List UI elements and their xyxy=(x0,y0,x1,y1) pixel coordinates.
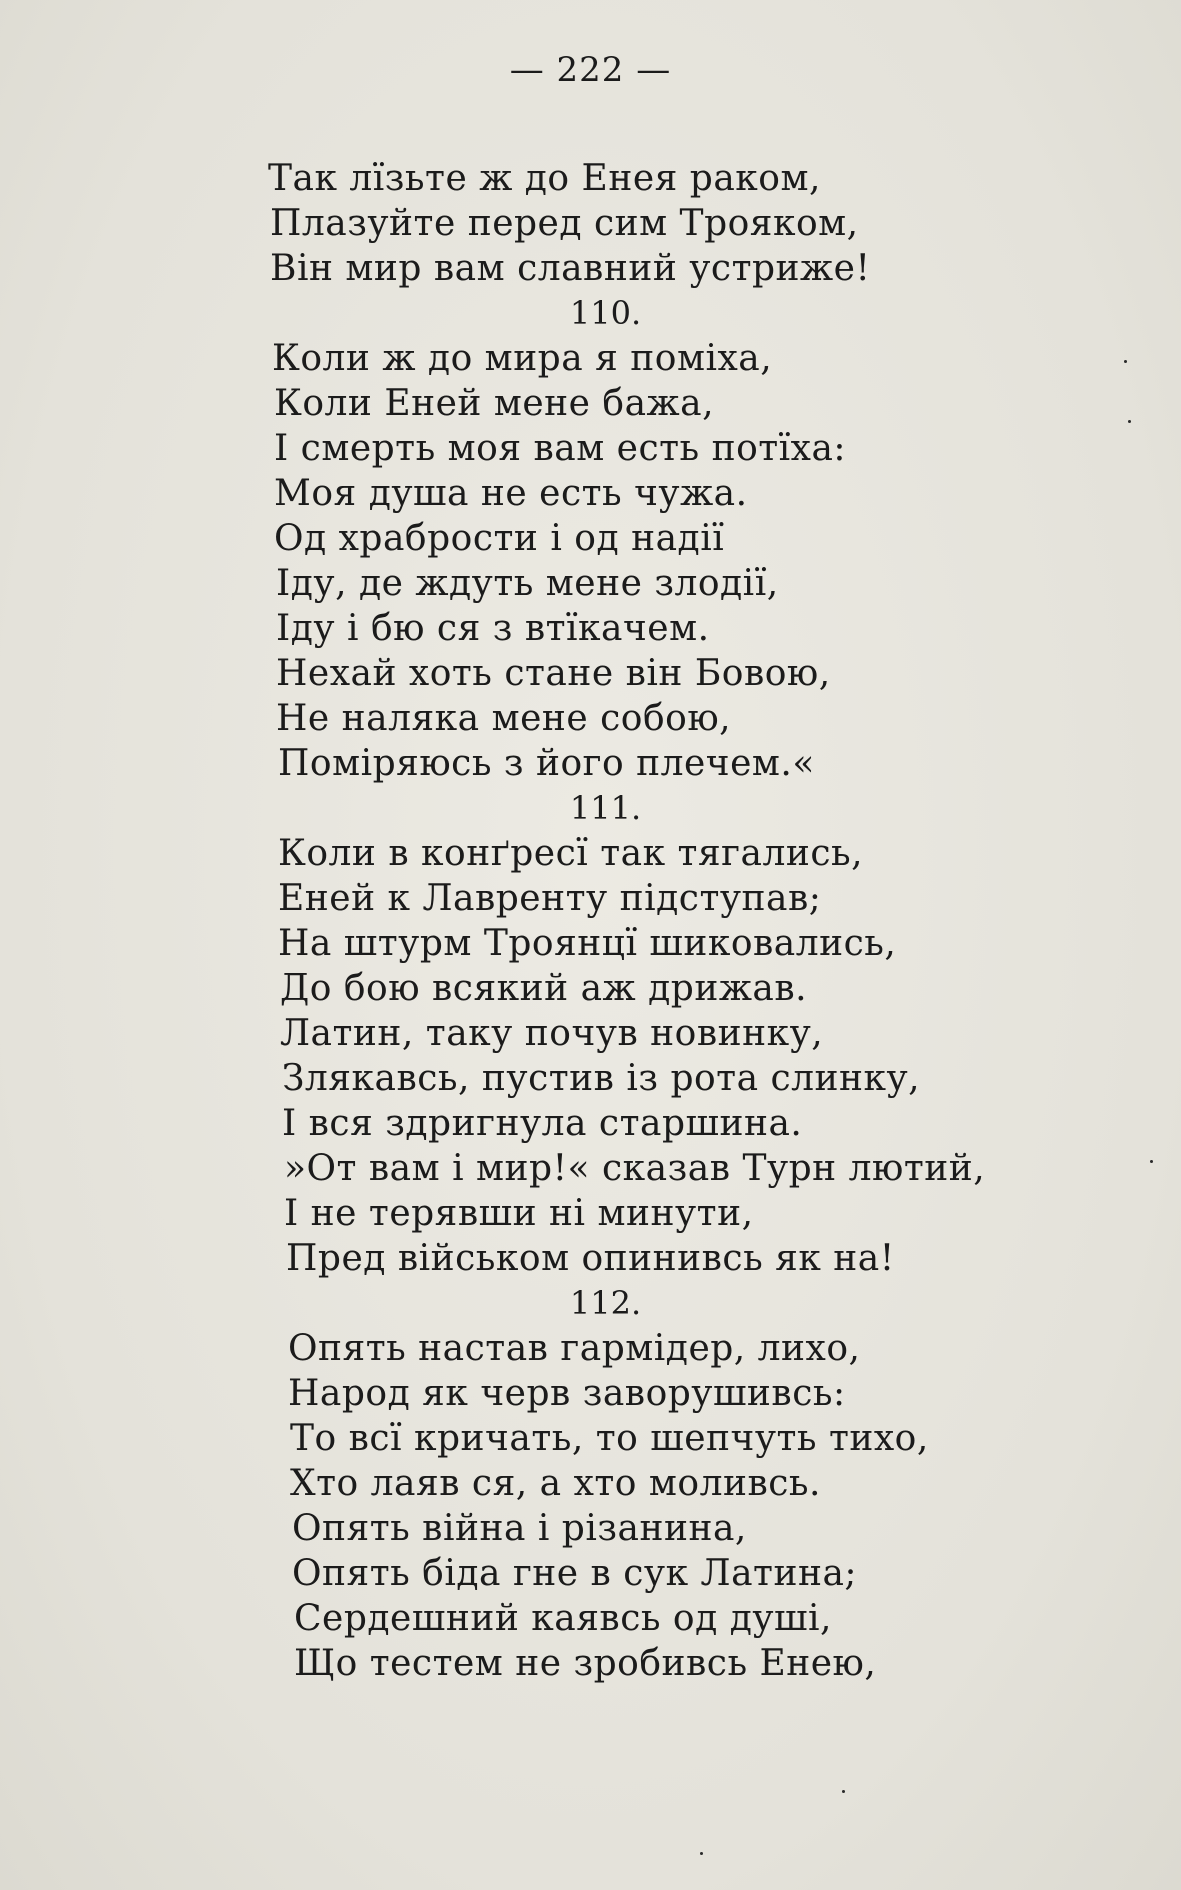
verse-line: До бою всякий аж дрижав. xyxy=(280,968,808,1009)
verse-line: На штурм Троянцї шиковались, xyxy=(278,923,897,964)
verse-line: І не терявши ні минути, xyxy=(284,1193,754,1234)
verse-line: Злякавсь, пустив із рота слинку, xyxy=(282,1058,921,1099)
verse-line: Народ як черв заворушивсь: xyxy=(288,1373,846,1414)
paper-speck xyxy=(842,1790,845,1793)
verse-line: Що тестем не зробивсь Енею, xyxy=(294,1643,877,1684)
verse-line: Моя душа не есть чужа. xyxy=(274,473,748,514)
verse-line: Хто лаяв ся, а хто моливсь. xyxy=(290,1463,821,1504)
verse-line: Нехай хоть стане він Бовою, xyxy=(276,653,831,694)
paper-speck xyxy=(1150,1160,1153,1163)
verse-line: Еней к Лавренту підступав; xyxy=(278,878,822,919)
verse-line: Сердешний каявсь од душі, xyxy=(294,1598,832,1639)
verse-line: Опять настав гармідер, лихо, xyxy=(288,1328,861,1369)
verse-line: Плазуйте перед сим Трояком, xyxy=(270,203,859,244)
verse-line: Іду і бю ся з втїкачем. xyxy=(276,608,710,649)
verse-line: Коли Еней мене бажа, xyxy=(274,383,715,424)
verse-line: Не наляка мене собою, xyxy=(276,698,732,739)
verse-line: І смерть моя вам есть потїха: xyxy=(274,428,847,469)
stanza-number: 110. xyxy=(569,294,642,332)
verse-line: Так лїзьте ж до Енея раком, xyxy=(268,158,821,199)
verse-line: Латин, таку почув новинку, xyxy=(280,1013,824,1054)
stanza-number: 111. xyxy=(569,789,642,827)
paper-speck xyxy=(1124,360,1127,363)
paper-speck xyxy=(700,1852,703,1855)
verse-line: Од храбрости і од надії xyxy=(274,518,725,559)
verse-line: Опять війна і різанина, xyxy=(292,1508,747,1549)
verse-line: То всї кричать, то шепчуть тихо, xyxy=(290,1418,929,1459)
verse-line: »От вам і мир!« сказав Турн лютий, xyxy=(284,1148,986,1189)
verse-line: Коли ж до мира я поміха, xyxy=(272,338,773,379)
verse-line: Він мир вам славний устриже! xyxy=(270,248,871,289)
verse-line: Пред військом опинивсь як на! xyxy=(286,1238,895,1279)
verse-line: Іду, де ждуть мене злодії, xyxy=(276,563,779,604)
paper-speck xyxy=(1128,420,1131,423)
verse-line: Поміряюсь з його плечем.« xyxy=(278,743,815,784)
stanza-number: 112. xyxy=(569,1284,642,1322)
verse-line: Опять біда гне в сук Латина; xyxy=(292,1553,858,1594)
verse-line: І вся здригнула старшина. xyxy=(282,1103,803,1144)
poem-text xyxy=(0,156,1181,1686)
page-number: — 222 — xyxy=(509,50,672,90)
verse-line: Коли в конґресї так тягались, xyxy=(278,833,864,874)
